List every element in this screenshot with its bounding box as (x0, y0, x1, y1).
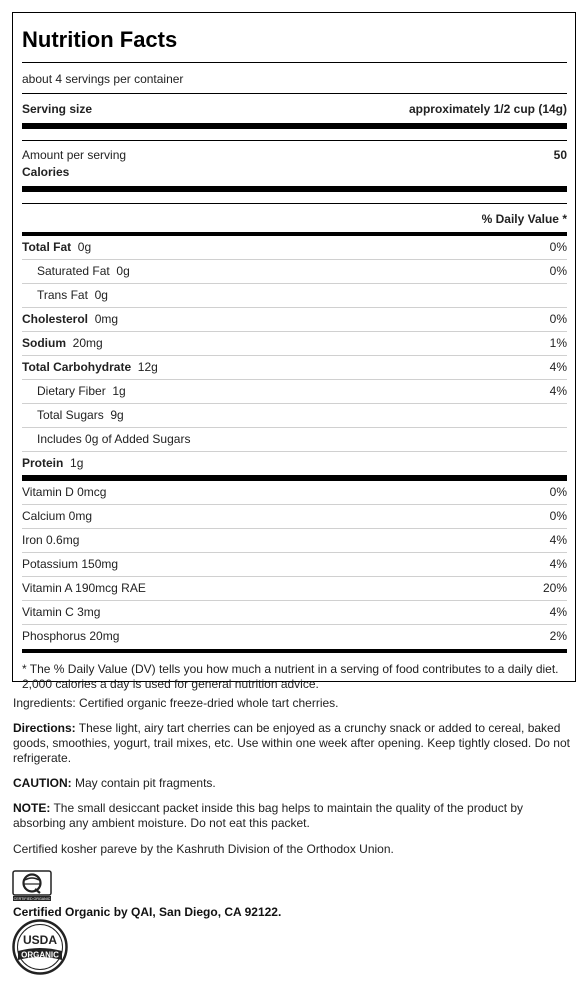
amount-per-serving (22, 148, 567, 162)
vitamin-row: Calcium 0mg 0% (22, 505, 567, 529)
vitamin-row: Vitamin A 190mcg RAE 20% (22, 577, 567, 601)
vitamin-row: Potassium 150mg 4% (22, 553, 567, 577)
note (13, 801, 575, 831)
directions-text: These light, airy tart cherries can be enjoyed as a crunchy snack or added to cereal, baked goods, smoothies, yogurt, trail mixes, etc. Use within one week after opening. Keep tightly closed. Do not refrigerate. (13, 721, 570, 765)
nutrient-dv: 0% (549, 264, 567, 278)
caution-text: May contain pit fragments. (71, 776, 216, 790)
calories-row (22, 165, 567, 179)
footnote: * The % Daily Value (DV) tells you how much a nutrient in a serving of food contributes to a daily diet. 2,000 calories a day is used for general nutrition advice. (22, 662, 559, 691)
dv-header: % Daily Value * (481, 212, 567, 226)
nutrient-list (22, 236, 567, 475)
calories-label: Calories (22, 165, 70, 179)
kosher-statement: Certified kosher pareve by the Kashruth Division of the Orthodox Union. (13, 842, 394, 856)
thick-bar (22, 123, 567, 129)
nutrient-row-total-sugars: Total Sugars 9g (22, 404, 567, 428)
nutrient-dv: 4% (549, 384, 567, 398)
svg-text:USDA: USDA (22, 933, 58, 947)
ingredients: Ingredients: Certified organic freeze-dried whole tart cherries. (13, 696, 339, 710)
serving-size-row (22, 102, 567, 116)
organic-certification: Certified Organic by QAI, San Diego, CA 92122. (13, 905, 282, 919)
nutrient-row-saturated-fat: Saturated Fat 0g 0% (22, 260, 567, 284)
nutrient-row-dietary-fiber: Dietary Fiber 1g 4% (22, 380, 567, 404)
divider (22, 140, 567, 141)
svg-text:CERTIFIED ORGANIC: CERTIFIED ORGANIC (13, 897, 51, 902)
vitamin-row: Vitamin C 3mg 4% (22, 601, 567, 625)
thick-bar (22, 186, 567, 192)
nutrition-facts-panel (12, 12, 576, 691)
dv-header-row (22, 212, 567, 226)
nutrient-dv: 0% (549, 240, 567, 254)
vitamin-row: Iron 0.6mg 4% (22, 529, 567, 553)
divider (22, 62, 567, 63)
nutrient-row-cholesterol: Cholesterol 0mg 0% (22, 308, 567, 332)
directions-label: Directions: (13, 721, 76, 735)
qai-logo-icon (12, 870, 52, 902)
note-label: NOTE: (13, 801, 51, 815)
serving-size-value: approximately 1/2 cup (14g) (408, 102, 567, 116)
nutrient-row-trans-fat: Trans Fat 0g (22, 284, 567, 308)
usda-organic-seal-icon (12, 919, 68, 975)
panel-title: Nutrition Facts (22, 27, 178, 52)
caution (13, 776, 575, 791)
calories-value: 50 (553, 148, 567, 162)
nutrient-row-total-fat: Total Fat 0g 0% (22, 236, 567, 260)
nutrient-row-sodium: Sodium 20mg 1% (22, 332, 567, 356)
nutrient-row-added-sugars: Includes 0g of Added Sugars (22, 428, 567, 452)
servings-per-container: about 4 servings per container (22, 72, 184, 86)
divider (22, 203, 567, 204)
nutrient-dv: 4% (549, 360, 567, 374)
vitamin-list (22, 481, 567, 648)
amount-per-serving-label: Amount per serving (22, 148, 127, 162)
svg-text:ORGANIC: ORGANIC (21, 950, 59, 960)
divider (22, 93, 567, 94)
vitamin-row: Phosphorus 20mg 2% (22, 629, 567, 643)
medium-bar (22, 649, 567, 653)
nutrient-dv: 1% (549, 336, 567, 350)
servings-row (22, 72, 567, 86)
nutrient-row-total-carbohydrate: Total Carbohydrate 12g 4% (22, 356, 567, 380)
vitamin-row: Vitamin D 0mcg 0% (22, 481, 567, 505)
nutrient-row-protein: Protein 1g (22, 456, 84, 470)
caution-label: CAUTION: (13, 776, 72, 790)
directions (13, 721, 575, 766)
note-text: The small desiccant packet inside this bag helps to maintain the quality of the product by absorbing any ambient moisture. Do not eat this packet. (13, 801, 524, 830)
serving-size-label: Serving size (22, 102, 93, 116)
nutrient-dv: 0% (549, 312, 567, 326)
